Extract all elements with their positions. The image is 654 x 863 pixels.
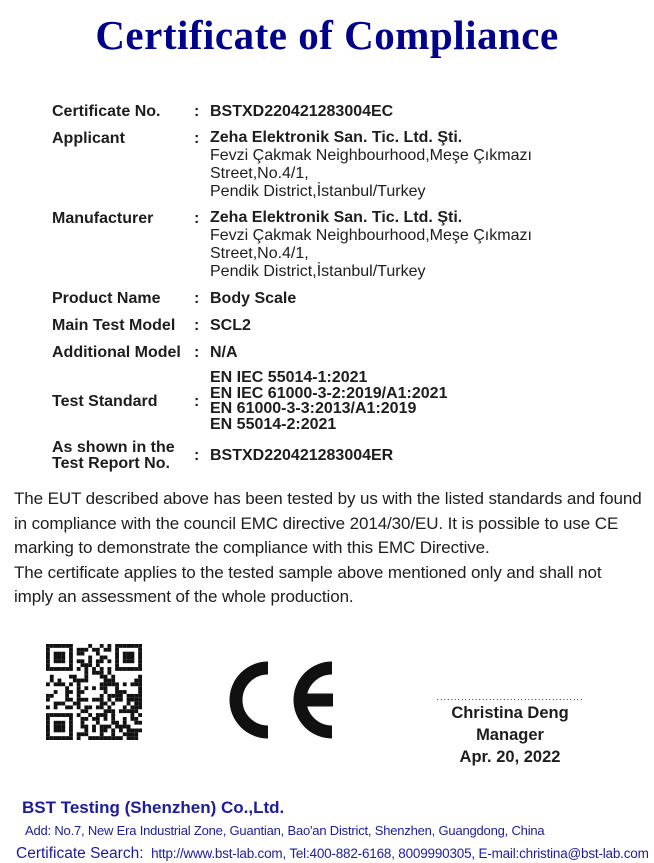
certificate-page [0, 10, 654, 862]
signature-dotted-line: .......................................... [436, 691, 584, 702]
lab-address: Add: No.7, New Era Industrial Zone, Guantian, Bao'an District, Shenzhen, Guangdong, China [25, 822, 545, 838]
manufacturer-address-line2: Pendik District,İstanbul/Turkey [210, 263, 426, 280]
label-test-standard: Test Standard [52, 392, 158, 410]
label-additional-model: Additional Model [52, 344, 181, 361]
certificate-search-contacts: http://www.bst-lab.com, Tel:400-882-6168, 8009990305, E-mail:christina@bst-lab.com [151, 845, 649, 861]
certificate-search-line [16, 845, 654, 863]
value-test-standard [210, 370, 610, 432]
colon-additional-model: : [194, 344, 200, 361]
colon-certificate-no: : [194, 103, 200, 120]
colon-manufacturer: : [194, 210, 200, 227]
certificate-fields [52, 102, 654, 471]
statement-paragraph-1: The EUT described above has been tested by us with the listed standards and found in compliance with the council EMC directive 2014/30/EU. It is possible to use CE marking to demonstrate the compliance with this EMC Directive. [14, 489, 642, 557]
signatory-name: Christina Deng [451, 703, 569, 722]
colon-test-standard: : [194, 392, 200, 410]
label-applicant: Applicant [52, 130, 125, 147]
graphics-row [0, 612, 654, 794]
certificate-date: Apr. 20, 2022 [459, 747, 561, 766]
label-product-name: Product Name [52, 290, 161, 307]
label-test-report-no: As shown in the Test Report No. [52, 439, 175, 472]
value-applicant [210, 129, 610, 201]
statement-paragraph-2: The certificate applies to the tested sample above mentioned only and shall not imply an assessment of the whole production. [14, 562, 602, 606]
test-standard-line: EN 61000-3-3:2013/A1:2019 [210, 400, 417, 417]
value-main-test-model: SCL2 [210, 317, 251, 334]
signature-block [415, 692, 605, 768]
manufacturer-name: Zeha Elektronik San. Tic. Ltd. Şti. [210, 209, 463, 226]
colon-main-test-model: : [194, 317, 200, 334]
label-manufacturer: Manufacturer [52, 210, 154, 227]
colon-product-name: : [194, 290, 200, 307]
label-certificate-no: Certificate No. [52, 103, 161, 120]
label-main-test-model: Main Test Model [52, 317, 176, 334]
compliance-statement [14, 487, 642, 610]
colon-test-report-no: : [194, 447, 200, 464]
lab-company-name: BST Testing (Shenzhen) Co.,Ltd. [22, 797, 285, 817]
applicant-address-line1: Fevzi Çakmak Neighbourhood,Meşe Çıkmazı Street,No.4/1, [210, 147, 532, 182]
test-standard-line: EN 55014-2:2021 [210, 415, 337, 433]
footer [0, 798, 654, 863]
applicant-address-line2: Pendik District,İstanbul/Turkey [210, 183, 426, 200]
certificate-search-label: Certificate Search: [16, 844, 144, 862]
test-standard-line: EN IEC 55014-1:2021 [210, 369, 368, 386]
qr-code-icon [46, 644, 142, 740]
value-test-report-no: BSTXD220421283004ER [210, 447, 394, 464]
certificate-title: Certificate of Compliance [95, 12, 559, 58]
value-certificate-no: BSTXD220421283004EC [210, 103, 394, 120]
value-additional-model: N/A [210, 344, 238, 361]
manufacturer-address-line1: Fevzi Çakmak Neighbourhood,Meşe Çıkmazı Street,No.4/1, [210, 227, 532, 262]
ce-mark-icon [229, 661, 335, 739]
signatory-role: Manager [476, 725, 544, 744]
value-manufacturer [210, 209, 610, 281]
applicant-name: Zeha Elektronik San. Tic. Ltd. Şti. [210, 129, 463, 146]
test-standard-line: EN IEC 61000-3-2:2019/A1:2021 [210, 384, 448, 402]
value-product-name: Body Scale [210, 290, 297, 307]
colon-applicant: : [194, 130, 200, 147]
